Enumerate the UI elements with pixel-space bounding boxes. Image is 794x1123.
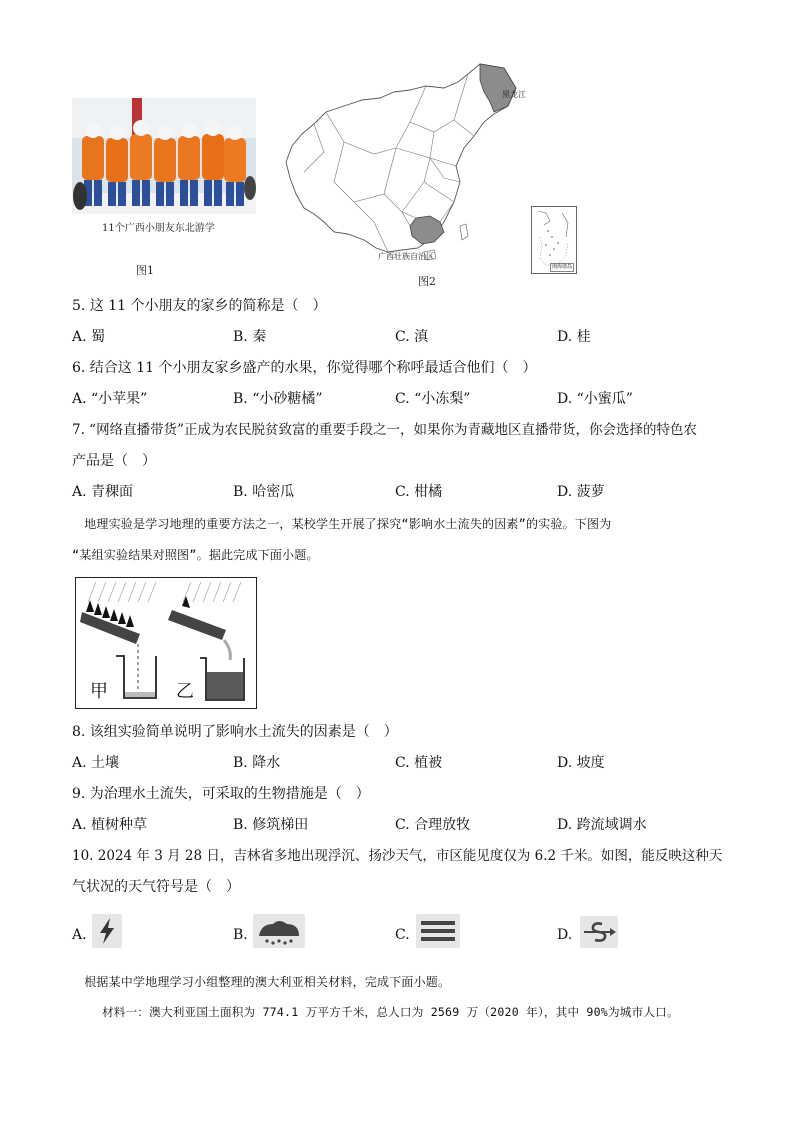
south-china-sea-inset <box>531 206 577 274</box>
china-map-svg <box>284 62 532 272</box>
australia-intro: 根据某中学地理学习小组整理的澳大利亚相关材料，完成下面小题。 <box>72 975 451 989</box>
figure-1-label: 图1 <box>136 264 154 277</box>
question-10-option-c[interactable]: C. <box>395 927 410 943</box>
question-10-option-b[interactable]: B. <box>233 927 248 943</box>
question-7-stem-line1: 7. “网络直播带货”正成为农民脱贫致富的重要手段之一，如果你为青藏地区直播带货，你会选择的特色农 <box>72 422 697 438</box>
experiment-diagram <box>75 577 257 709</box>
children-photo-illustration <box>72 98 256 214</box>
question-7-option-c[interactable]: C. 柑橘 <box>395 484 443 500</box>
fog-icon[interactable] <box>416 914 460 948</box>
question-7-stem-line2: 产品是（ ） <box>72 453 156 469</box>
label-yi: 乙 <box>176 681 194 702</box>
question-6-stem: 6. 结合这 11 个小朋友家乡盛产的水果，你觉得哪个称呼最适合他们（ ） <box>72 360 537 376</box>
question-7-option-d[interactable]: D. 菠萝 <box>557 484 605 500</box>
figure-1-caption: 11个广西小朋友东北游学 <box>102 223 215 234</box>
question-6-option-d[interactable]: D. “小蜜瓜” <box>557 391 633 407</box>
question-7-option-a[interactable]: A. 青稞面 <box>72 484 134 500</box>
question-5-option-c[interactable]: C. 滇 <box>395 329 429 345</box>
question-7-option-b[interactable]: B. 哈密瓜 <box>233 484 295 500</box>
question-5-stem: 5. 这 11 个小朋友的家乡的简称是（ ） <box>72 298 327 314</box>
question-6-option-c[interactable]: C. “小冻梨” <box>395 391 471 407</box>
map-label-guangxi: 广西壮族自治区 <box>378 252 434 261</box>
question-6-option-b[interactable]: B. “小砂糖橘” <box>233 391 323 407</box>
question-8-option-b[interactable]: B. 降水 <box>233 755 281 771</box>
experiment-intro-line2: “某组实验结果对照图”。据此完成下面小题。 <box>72 548 319 562</box>
figure-2-china-map <box>284 62 532 272</box>
question-9-option-b[interactable]: B. 修筑梯田 <box>233 817 309 833</box>
inset-label: 南海诸岛 <box>551 264 572 270</box>
question-8-stem: 8. 该组实验简单说明了影响水土流失的因素是（ ） <box>72 724 398 740</box>
hail-icon[interactable] <box>253 914 305 948</box>
figure-1-photo <box>72 98 256 214</box>
question-9-option-d[interactable]: D. 跨流域调水 <box>557 817 647 833</box>
question-10-option-a[interactable]: A. <box>72 927 87 943</box>
question-5-option-a[interactable]: A. 蜀 <box>72 329 106 345</box>
australia-material-1: 材料一：澳大利亚国土面积为 774.1 万平方千米，总人口为 2569 万（2020 年），其中 90%为城市人口。 <box>102 1005 679 1019</box>
question-5-option-d[interactable]: D. 桂 <box>557 329 591 345</box>
lightning-icon[interactable] <box>92 914 122 948</box>
question-10-option-d[interactable]: D. <box>557 927 573 943</box>
question-8-option-a[interactable]: A. 土壤 <box>72 755 120 771</box>
question-8-option-c[interactable]: C. 植被 <box>395 755 443 771</box>
experiment-intro-line1: 地理实验是学习地理的重要方法之一，某校学生开展了探究“影响水土流失的因素”的实验。下图为 <box>72 517 612 531</box>
question-8-option-d[interactable]: D. 坡度 <box>557 755 605 771</box>
question-10-stem-line2: 气状况的天气符号是（ ） <box>72 879 240 895</box>
question-9-option-c[interactable]: C. 合理放牧 <box>395 817 471 833</box>
question-9-stem: 9. 为治理水土流失，可采取的生物措施是（ ） <box>72 786 370 802</box>
figure-2-label: 图2 <box>418 275 436 288</box>
sandstorm-icon[interactable] <box>580 916 618 948</box>
map-label-heilongjiang: 黑龙江 <box>502 90 526 99</box>
label-jia: 甲 <box>90 681 108 702</box>
question-10-stem-line1: 10. 2024 年 3 月 28 日，吉林省多地出现浮沉、扬沙天气，市区能见度仅为 6.2 千米。如图，能反映这种天 <box>72 848 723 864</box>
question-9-option-a[interactable]: A. 植树种草 <box>72 817 148 833</box>
question-6-option-a[interactable]: A. “小苹果” <box>72 391 148 407</box>
question-5-option-b[interactable]: B. 秦 <box>233 329 267 345</box>
